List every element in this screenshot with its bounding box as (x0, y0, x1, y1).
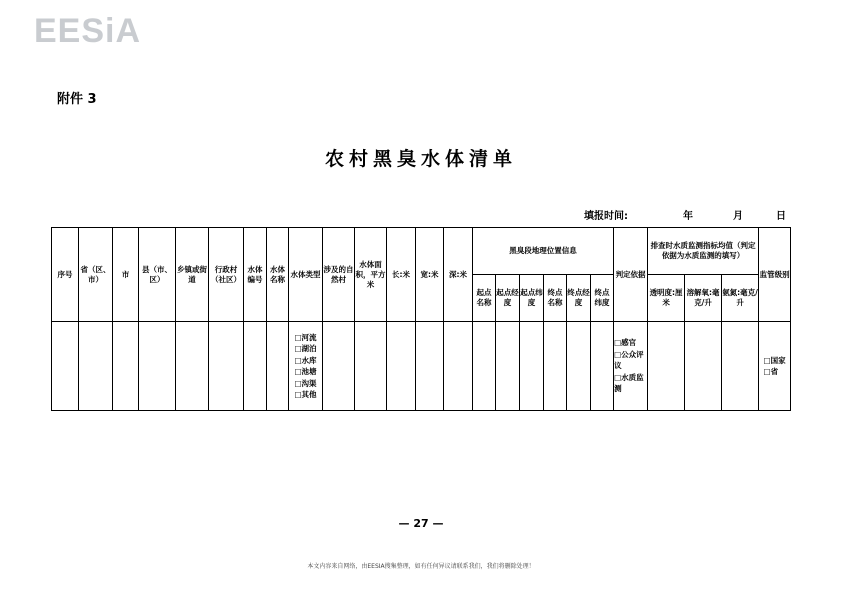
cell-start-name[interactable] (473, 322, 496, 411)
fill-time-day: 日 (776, 211, 786, 222)
header-township: 乡镇或街道 (176, 228, 209, 322)
header-water-name: 水体名称 (267, 228, 289, 322)
cell-city[interactable] (113, 322, 139, 411)
cell-depth[interactable] (444, 322, 473, 411)
cell-start-lat[interactable] (520, 322, 544, 411)
header-province: 省（区、市） (79, 228, 113, 322)
judgment-option-sensory[interactable]: □感官 (614, 338, 637, 348)
cell-supervision-level (759, 322, 791, 411)
header-supervision-level: 监管级别 (759, 228, 791, 322)
header-start-lat: 起点纬度 (520, 275, 544, 322)
cell-start-lon[interactable] (496, 322, 520, 411)
water-type-option-lake[interactable]: □湖泊 (294, 344, 317, 353)
annex-label: 附件 3 (57, 92, 97, 107)
cell-village[interactable] (209, 322, 244, 411)
header-width: 宽:米 (416, 228, 444, 322)
header-county: 县（市、区） (139, 228, 176, 322)
fill-time-year: 年 (683, 211, 693, 222)
fill-time-month: 月 (733, 211, 743, 222)
water-type-option-ditch[interactable]: □沟渠 (294, 378, 317, 388)
water-type-option-other[interactable]: □其他 (294, 390, 317, 399)
cell-judgment-basis (614, 322, 648, 411)
header-water-id: 水体编号 (244, 228, 267, 322)
water-type-option-pond[interactable]: □池塘 (294, 367, 317, 376)
header-ammonia: 氨氮:毫克/升 (722, 275, 759, 322)
judgment-option-water-monitoring[interactable]: □水质监测 (614, 372, 644, 394)
page-number: — 27 — (398, 517, 444, 530)
header-seq: 序号 (52, 228, 79, 322)
header-start-name: 起点名称 (473, 275, 496, 322)
header-end-lon: 终点经度 (567, 275, 591, 322)
cell-area[interactable] (355, 322, 387, 411)
header-water-type: 水体类型 (289, 228, 323, 322)
cell-width[interactable] (416, 322, 444, 411)
watermark-logo: EESiA (34, 12, 142, 50)
header-start-lon: 起点经度 (496, 275, 520, 322)
header-end-lat: 终点纬度 (591, 275, 614, 322)
header-transparency: 透明度:厘米 (648, 275, 685, 322)
header-dissolved-oxygen: 溶解氧:毫克/升 (685, 275, 722, 322)
cell-end-lat[interactable] (591, 322, 614, 411)
cell-county[interactable] (139, 322, 176, 411)
cell-seq[interactable] (52, 322, 79, 411)
header-end-name: 终点名称 (544, 275, 567, 322)
supervision-option-provincial[interactable]: □省 (763, 367, 779, 376)
header-city: 市 (113, 228, 139, 322)
cell-province[interactable] (79, 322, 113, 411)
cell-end-lon[interactable] (567, 322, 591, 411)
cell-end-name[interactable] (544, 322, 567, 411)
header-village: 行政村（社区） (209, 228, 244, 322)
judgment-option-public-review[interactable]: □公众评议 (614, 349, 644, 371)
cell-involved-villages[interactable] (323, 322, 355, 411)
black-odor-water-table (51, 227, 791, 411)
fill-time-label: 填报时间: (584, 211, 628, 222)
footer-note: 本文内容来自网络，由EESIA搜集整理，如有任何异议请联系我们，我们将删除处理！ (307, 563, 535, 570)
document-title: 农村黑臭水体清单 (324, 148, 517, 170)
cell-water-name[interactable] (267, 322, 289, 411)
cell-length[interactable] (387, 322, 416, 411)
water-type-option-reservoir[interactable]: □水库 (294, 355, 317, 365)
cell-transparency[interactable] (648, 322, 685, 411)
table-row (52, 322, 791, 411)
header-location-group: 黑臭段地理位置信息 (473, 228, 614, 275)
cell-township[interactable] (176, 322, 209, 411)
cell-water-id[interactable] (244, 322, 267, 411)
cell-water-type (289, 322, 323, 411)
header-area: 水体面积，平方米 (355, 228, 387, 322)
cell-dissolved-oxygen[interactable] (685, 322, 722, 411)
supervision-option-national[interactable]: □国家 (763, 355, 786, 365)
cell-ammonia[interactable] (722, 322, 759, 411)
water-type-option-river[interactable]: □河流 (294, 332, 317, 342)
header-length: 长:米 (387, 228, 416, 322)
header-monitor-group: 排查时水质监测指标均值（判定依据为水质监测的填写） (648, 228, 759, 275)
header-judgment-basis: 判定依据 (614, 228, 648, 322)
header-involved-villages: 涉及的自然村 (323, 228, 355, 322)
header-depth: 深:米 (444, 228, 473, 322)
